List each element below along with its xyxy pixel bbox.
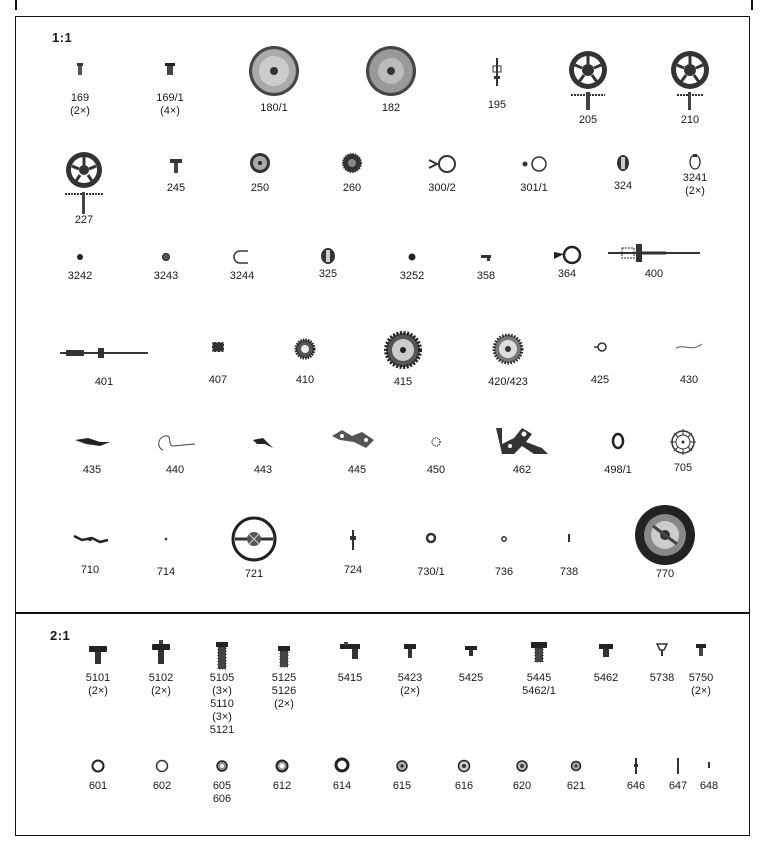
part-324 bbox=[608, 154, 638, 193]
scale-label-2-1: 2:1 bbox=[50, 628, 71, 643]
dot-icon bbox=[75, 248, 85, 266]
part-440 bbox=[152, 430, 198, 477]
escape-wheel-icon bbox=[667, 426, 699, 458]
part-number: 250 bbox=[250, 182, 270, 194]
part-number: 401 bbox=[94, 376, 114, 388]
part-number: 205 bbox=[578, 114, 598, 126]
part-3252 bbox=[392, 248, 432, 283]
lever-icon bbox=[72, 432, 112, 450]
part-301-1 bbox=[512, 154, 556, 195]
part-714 bbox=[150, 534, 182, 579]
part-210 bbox=[662, 48, 718, 127]
part-5462 bbox=[588, 642, 624, 685]
part-number: 440 bbox=[165, 464, 185, 476]
part-number: 5105 (3×) 5110 (3×) 5121 bbox=[209, 672, 235, 736]
part-number: 301/1 bbox=[520, 182, 548, 194]
part-605 bbox=[204, 758, 240, 806]
part-number: 5415 bbox=[337, 672, 363, 684]
part-721 bbox=[226, 516, 282, 581]
part-number: 227 bbox=[74, 214, 94, 226]
part-number: 195 bbox=[487, 99, 507, 111]
part-number: 425 bbox=[590, 374, 610, 386]
jewel-ring-icon bbox=[214, 758, 230, 774]
part-401 bbox=[58, 342, 150, 389]
gear-icon bbox=[383, 330, 423, 370]
part-number: 260 bbox=[342, 182, 362, 194]
gear-icon bbox=[294, 338, 316, 360]
arbor-icon bbox=[490, 58, 504, 86]
gear-icon bbox=[342, 153, 362, 173]
jewel-ring-icon bbox=[568, 758, 584, 774]
part-770 bbox=[632, 504, 698, 581]
part-300-2 bbox=[420, 154, 464, 195]
part-number: 615 bbox=[392, 780, 412, 792]
ring-icon bbox=[592, 340, 608, 354]
part-498-1 bbox=[596, 432, 640, 477]
frame-edge-left bbox=[15, 0, 17, 10]
part-443 bbox=[246, 432, 280, 477]
part-647 bbox=[662, 756, 694, 793]
part-number: 3241 (2×) bbox=[682, 172, 708, 197]
part-5445 bbox=[516, 640, 562, 698]
part-number: 612 bbox=[272, 780, 292, 792]
screw-icon bbox=[695, 642, 707, 658]
pinion-icon bbox=[211, 340, 225, 354]
part-number: 714 bbox=[156, 566, 176, 578]
wheel-icon bbox=[249, 152, 271, 174]
pin-icon bbox=[632, 756, 640, 776]
dot-icon bbox=[161, 248, 171, 266]
part-420-423 bbox=[480, 332, 536, 389]
part-number: 770 bbox=[655, 568, 675, 580]
ring-icon bbox=[425, 532, 437, 544]
tiny-screw-icon bbox=[163, 62, 177, 76]
part-number: 646 bbox=[626, 780, 646, 792]
jewel-icon bbox=[688, 154, 702, 170]
part-number: 647 bbox=[668, 780, 688, 792]
pin-icon bbox=[566, 532, 572, 544]
jewel-ring-icon bbox=[274, 758, 290, 774]
screw-icon bbox=[464, 644, 478, 658]
part-number: 738 bbox=[559, 566, 579, 578]
part-number: 710 bbox=[80, 564, 100, 576]
part-number: 358 bbox=[476, 270, 496, 282]
clip-icon bbox=[232, 248, 252, 266]
part-5750 bbox=[684, 642, 718, 698]
stem-icon bbox=[606, 240, 702, 266]
bridge-icon bbox=[492, 424, 552, 458]
part-number: 5101 (2×) bbox=[85, 672, 111, 697]
spoked-wheel-icon bbox=[665, 48, 715, 114]
screw-icon bbox=[598, 642, 614, 658]
screw-icon bbox=[214, 640, 230, 670]
part-number: 498/1 bbox=[604, 464, 632, 476]
screw-icon bbox=[530, 640, 548, 664]
part-5105 bbox=[202, 640, 242, 737]
part-number: 407 bbox=[208, 374, 228, 386]
part-number: 621 bbox=[566, 780, 586, 792]
part-number: 325 bbox=[318, 268, 338, 280]
screw-icon bbox=[339, 642, 361, 660]
pin-icon bbox=[479, 248, 493, 266]
part-724 bbox=[338, 530, 368, 577]
part-450 bbox=[420, 436, 452, 477]
part-710 bbox=[68, 530, 112, 577]
part-number: 5425 bbox=[458, 672, 484, 684]
arbor-icon bbox=[348, 530, 358, 550]
part-616 bbox=[446, 758, 482, 793]
part-250 bbox=[244, 152, 276, 195]
part-number: 169 (2×) bbox=[70, 92, 90, 117]
part-425 bbox=[582, 340, 618, 387]
part-736 bbox=[488, 534, 520, 579]
part-number: 3244 bbox=[229, 270, 255, 282]
part-5738 bbox=[644, 642, 680, 685]
jewel-ring-icon bbox=[154, 758, 170, 774]
screw-icon bbox=[656, 642, 668, 658]
part-260 bbox=[336, 153, 368, 195]
gear-icon bbox=[491, 332, 525, 366]
part-number: 724 bbox=[343, 564, 363, 576]
part-number: 736 bbox=[494, 566, 514, 578]
part-205 bbox=[560, 48, 616, 127]
part-648 bbox=[694, 756, 724, 793]
part-407 bbox=[202, 340, 234, 387]
bushing-icon bbox=[320, 246, 336, 266]
jewel-ring-icon bbox=[514, 758, 530, 774]
part-612 bbox=[264, 758, 300, 793]
part-646 bbox=[620, 756, 652, 793]
part-3242 bbox=[60, 248, 100, 283]
part-number: 5102 (2×) bbox=[148, 672, 174, 697]
bushing-icon bbox=[616, 154, 630, 172]
part-number: 430 bbox=[679, 374, 699, 386]
part-number: 245 bbox=[166, 182, 186, 194]
part-3243 bbox=[146, 248, 186, 283]
part-number: 614 bbox=[332, 780, 352, 792]
part-number: 730/1 bbox=[417, 566, 445, 578]
part-5425 bbox=[452, 644, 490, 685]
part-number: 435 bbox=[82, 464, 102, 476]
part-195 bbox=[480, 58, 514, 112]
dot-icon bbox=[162, 534, 170, 544]
part-number: 620 bbox=[512, 780, 532, 792]
part-410 bbox=[288, 338, 322, 387]
part-435 bbox=[70, 432, 114, 477]
barrel-icon bbox=[361, 44, 421, 98]
part-number: 605 606 bbox=[212, 780, 232, 805]
dot-icon bbox=[407, 248, 417, 266]
part-180-1 bbox=[243, 44, 305, 115]
part-number: 364 bbox=[557, 268, 577, 280]
part-730-1 bbox=[412, 532, 450, 579]
part-number: 5125 5126 (2×) bbox=[271, 672, 297, 710]
spoked-wheel-icon bbox=[59, 150, 109, 214]
part-602 bbox=[144, 758, 180, 793]
part-number: 5423 (2×) bbox=[397, 672, 423, 697]
balance-icon bbox=[227, 516, 281, 562]
pinion-icon bbox=[169, 158, 183, 174]
part-615 bbox=[384, 758, 420, 793]
part-620 bbox=[504, 758, 540, 793]
barrel-icon bbox=[244, 44, 304, 98]
part-number: 210 bbox=[680, 114, 700, 126]
part-169-1 bbox=[148, 62, 192, 118]
part-number: 602 bbox=[152, 780, 172, 792]
part-5423 bbox=[392, 642, 428, 698]
screw-icon bbox=[403, 642, 417, 660]
spoked-wheel-icon bbox=[563, 48, 613, 114]
lever-icon bbox=[328, 426, 378, 452]
part-number: 648 bbox=[699, 780, 719, 792]
part-number: 3242 bbox=[67, 270, 93, 282]
lever-icon bbox=[249, 432, 277, 452]
spring-icon bbox=[674, 340, 704, 356]
part-621 bbox=[558, 758, 594, 793]
screw-icon bbox=[87, 644, 109, 666]
part-number: 5750 (2×) bbox=[688, 672, 714, 697]
part-400 bbox=[606, 240, 702, 281]
spring-icon bbox=[153, 430, 197, 454]
part-number: 169/1 (4×) bbox=[156, 92, 184, 117]
clutch-icon bbox=[550, 244, 584, 266]
part-430 bbox=[666, 340, 712, 387]
part-number: 180/1 bbox=[260, 102, 288, 114]
part-227 bbox=[56, 150, 112, 227]
stem-icon bbox=[58, 342, 150, 364]
part-number: 5462 bbox=[593, 672, 619, 684]
part-number: 705 bbox=[673, 462, 693, 474]
part-5125 bbox=[264, 644, 304, 711]
rotor-icon bbox=[633, 504, 697, 566]
part-number: 400 bbox=[644, 268, 664, 280]
part-number: 601 bbox=[88, 780, 108, 792]
part-number: 721 bbox=[244, 568, 264, 580]
part-number: 445 bbox=[347, 464, 367, 476]
part-3244 bbox=[222, 248, 262, 283]
part-5415 bbox=[330, 642, 370, 685]
frame-edge-right bbox=[751, 0, 753, 10]
ring-icon bbox=[425, 154, 459, 174]
part-169 bbox=[60, 62, 100, 118]
jewel-ring-icon bbox=[456, 758, 472, 774]
part-number: 616 bbox=[454, 780, 474, 792]
part-number: 443 bbox=[253, 464, 273, 476]
part-182 bbox=[360, 44, 422, 115]
ring-icon bbox=[610, 432, 626, 450]
jewel-ring-icon bbox=[90, 758, 106, 774]
part-number: 415 bbox=[393, 376, 413, 388]
pin-icon bbox=[705, 756, 713, 776]
ring-icon bbox=[517, 154, 551, 174]
part-358 bbox=[470, 248, 502, 283]
part-number: 5445 5462/1 bbox=[522, 672, 556, 697]
part-5102 bbox=[140, 640, 182, 698]
part-number: 420/423 bbox=[488, 376, 528, 388]
part-445 bbox=[328, 426, 378, 477]
screw-icon bbox=[148, 640, 174, 666]
part-number: 450 bbox=[426, 464, 446, 476]
pin-icon bbox=[674, 756, 682, 776]
jewel-ring-icon bbox=[394, 758, 410, 774]
part-738 bbox=[554, 532, 584, 579]
part-5101 bbox=[78, 644, 118, 698]
pallet-icon bbox=[70, 530, 110, 548]
part-415 bbox=[382, 330, 424, 389]
part-462 bbox=[492, 424, 552, 477]
part-number: 5738 bbox=[649, 672, 675, 684]
part-number: 3243 bbox=[153, 270, 179, 282]
dot-icon bbox=[500, 534, 508, 544]
part-325 bbox=[312, 246, 344, 281]
parts-chart-frame bbox=[15, 16, 750, 836]
part-number: 462 bbox=[512, 464, 532, 476]
part-number: 324 bbox=[613, 180, 633, 192]
part-number: 182 bbox=[381, 102, 401, 114]
jewel-ring-icon bbox=[333, 756, 351, 774]
part-245 bbox=[160, 158, 192, 195]
part-number: 3252 bbox=[399, 270, 425, 282]
section-divider bbox=[15, 612, 750, 614]
small-gear-icon bbox=[430, 436, 442, 448]
part-364 bbox=[548, 244, 586, 281]
part-number: 410 bbox=[295, 374, 315, 386]
part-number: 300/2 bbox=[428, 182, 456, 194]
part-614 bbox=[324, 756, 360, 793]
part-601 bbox=[80, 758, 116, 793]
part-3241 bbox=[676, 154, 714, 198]
part-705 bbox=[662, 426, 704, 475]
tiny-screw-icon bbox=[74, 62, 86, 76]
screw-icon bbox=[276, 644, 292, 668]
scale-label-1-1: 1:1 bbox=[52, 30, 73, 45]
